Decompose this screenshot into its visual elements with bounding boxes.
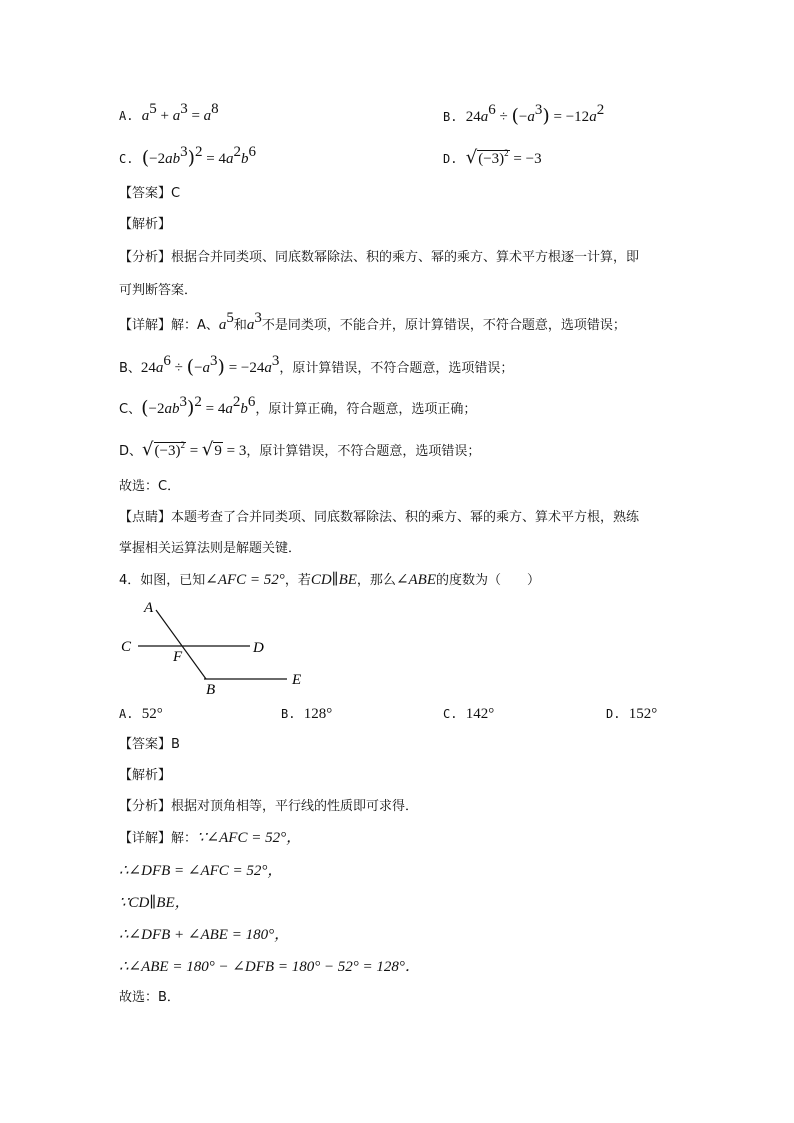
q3-analysis-heading: 【解析】 [119,217,172,232]
q3-analysis-line1: 【分析】根据合并同类项、同底数幂除法、积的乘方、幂的乘方、算术平方根逐一计算，即 [119,250,640,265]
q3-option-b: B. $24a^6 \div (-a^3) = -12a^2$ [443,102,605,127]
q4-stem: 4．如图，已知∠AFC = 52°，若CD∥BE，那么∠ABE的度数为（ ） [119,572,541,588]
q4-option-d: D. 152° [606,706,658,722]
q3-choose: 故选：C． [119,479,181,494]
geometry-figure [112,596,332,706]
q4-option-a: A. 52° [119,706,163,722]
q3-option-c: C. $(-2ab^3)^2 = 4a^2b^6$ [119,144,256,169]
q3-analysis-line2: 可判断答案． [119,283,198,298]
point-b-label: B [206,682,216,698]
q4-answer: 【答案】B [119,737,180,752]
q3-comment-line1: 【点睛】本题考查了合并同类项、同底数幂除法、积的乘方、幂的乘方、算术平方根，熟练 [119,510,640,525]
q4-choose: 故选：B． [119,990,180,1005]
q4-analysis-heading: 【解析】 [119,768,172,783]
q3-detail-a: 【详解】解：A、$a^5$和$a^3$不是同类项，不能合并，原计算错误，不符合题意，选项错误； [119,310,626,333]
point-d-label: D [253,640,264,656]
q4-step1: 【详解】解：∵∠AFC = 52°， [119,830,302,846]
point-e-label: E [292,672,302,688]
q4-step4: ∴∠DFB + ∠ABE = 180°， [119,927,290,943]
point-a-label: A [144,600,154,616]
q4-step2: ∴∠DFB = ∠AFC = 52°， [119,863,283,879]
q4-analysis: 【分析】根据对顶角相等，平行线的性质即可求得． [119,799,419,814]
line-ab [156,610,206,679]
q3-comment-line2: 掌握相关运算法则是解题关键． [119,541,302,556]
point-c-label: C [121,639,132,655]
q3-option-a: A. $a^5 + a^3 = a^8$ [119,101,219,124]
q4-option-b: B. 128° [281,706,333,722]
q4-step5: ∴∠ABE = 180° − ∠DFB = 180° − 52° = 128°． [119,959,420,975]
q4-step3: ∵CD∥BE， [119,895,190,911]
q4-option-c: C. 142° [443,706,495,722]
q3-detail-d: D、$√(-3)^2 = √9 = 3$，原计算错误，不符合题意，选项错误； [119,439,481,460]
q3-detail-b: B、$24a^6 \div (-a^3) = -24a^3$，原计算错误，不符合题意，选项错误； [119,353,514,378]
q3-answer: 【答案】C [119,186,181,201]
point-f-label: F [173,649,183,665]
q3-option-d: D. $√(-3)^2 = -3$ [443,147,542,168]
q3-detail-c: C、$(-2ab^3)^2 = 4a^2b^6$，原计算正确，符合题意，选项正确； [119,394,477,419]
